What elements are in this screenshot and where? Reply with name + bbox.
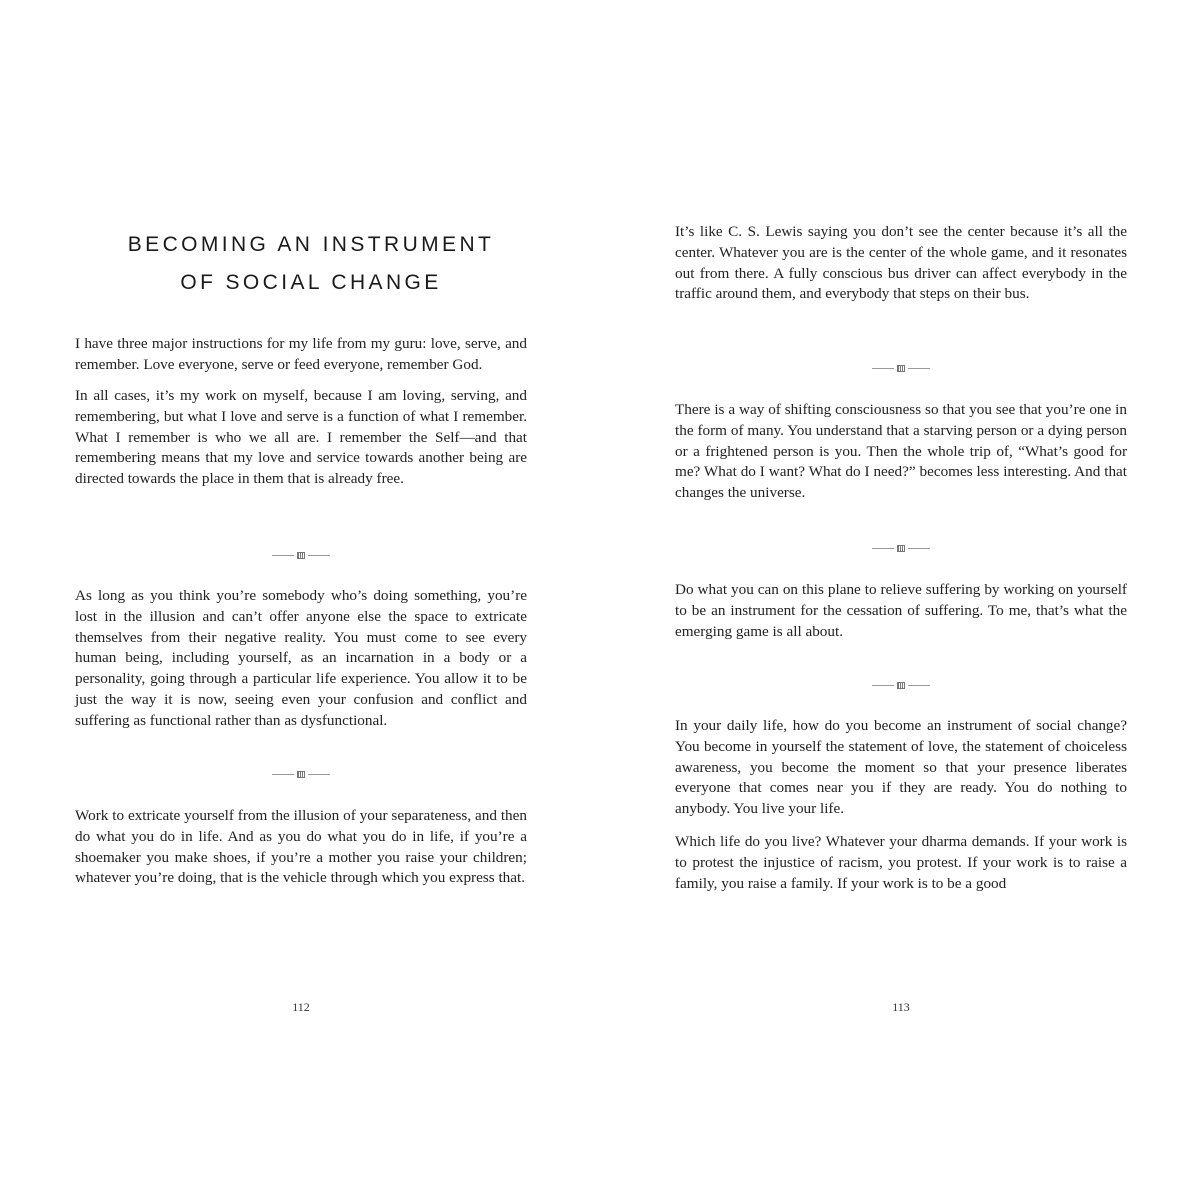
left-paragraph-2: In all cases, it’s my work on myself, because I am loving, serving, and remembering, but what I love and serve is a function of what I remember. What I remember is who we all are. I remember the Self—and that remembering means that my love and service towards another being are directed towards the place in them that is already free.: [75, 387, 527, 488]
divider-line: [908, 548, 930, 549]
page-number: 113: [892, 1000, 910, 1014]
divider-ornament-icon: [297, 771, 305, 778]
right-paragraph-1: It’s like C. S. Lewis saying you don’t see the center because it’s all the center. Whatever you are is the center of the whole game, and it resonates out from there. A fully conscious bus driver can affect everybody in the traffic around them, and everybody that steps on their bus.: [675, 223, 1127, 303]
left-paragraph-1: I have three major instructions for my life from my guru: love, serve, and remember. Love everyone, serve or feed everyone, remember God.: [75, 335, 527, 373]
chapter-title: [75, 226, 547, 302]
divider-ornament-icon: [297, 552, 305, 559]
divider-ornament-icon: [897, 545, 905, 552]
chapter-title-line-2: OF SOCIAL CHANGE: [180, 271, 442, 294]
right-paragraph-3: Do what you can on this plane to relieve suffering by working on yourself to be an instrument for the cessation of suffering. To me, that’s what the emerging game is all about.: [675, 581, 1127, 640]
divider-line: [872, 548, 894, 549]
section-divider-ornament: [675, 362, 1127, 374]
divider-line: [308, 555, 330, 556]
right-paragraph-2: There is a way of shifting consciousness so that you see that you’re one in the form of many. You understand that a starving person or a dying person or a frightened person is you. Then the whole trip of, “What’s good for me? What do I want? What do I need?” becomes less interesting. And that changes the universe.: [675, 401, 1127, 502]
divider-ornament-icon: [897, 682, 905, 689]
right-paragraph-4: In your daily life, how do you become an instrument of social change? You become in yourself the statement of love, the statement of choiceless awareness, you become the moment so that your presence liberates everyone that comes near you if they are ready. You do nothing to anybody. You live your life.: [675, 717, 1127, 818]
right-paragraph-5: Which life do you live? Whatever your dharma demands. If your work is to protest the injustice of racism, you protest. If your work is to raise a family, you raise a family. If your work is to be a good: [675, 833, 1127, 892]
left-page: [75, 0, 527, 1200]
divider-line: [272, 774, 294, 775]
divider-ornament-icon: [897, 365, 905, 372]
chapter-title-line-1: BECOMING AN INSTRUMENT: [127, 233, 495, 256]
divider-line: [872, 685, 894, 686]
divider-line: [308, 774, 330, 775]
divider-line: [272, 555, 294, 556]
left-paragraph-4: Work to extricate yourself from the illusion of your separateness, and then do what you do in life. And as you do what you do in life, if you’re a shoemaker you make shoes, if you’re a mother you raise your children; whatever you’re doing, that is the vehicle through which you express that.: [75, 807, 527, 887]
section-divider-ornament: [675, 542, 1127, 554]
section-divider-ornament: [75, 549, 527, 561]
divider-line: [908, 368, 930, 369]
left-paragraph-3: As long as you think you’re somebody who’s doing something, you’re lost in the illusion and can’t offer anyone else the space to extricate themselves from their negative reality. You must come to see every human being, including yourself, as an incarnation in a body or a personality, going through a particular life experience. You allow it to be just the way it is now, seeing even your confusion and conflict and suffering as functional rather than as dysfunctional.: [75, 587, 527, 729]
page-number: 112: [292, 1000, 310, 1014]
right-page: [675, 0, 1127, 1200]
divider-line: [908, 685, 930, 686]
section-divider-ornament: [75, 768, 527, 780]
section-divider-ornament: [675, 679, 1127, 691]
divider-line: [872, 368, 894, 369]
